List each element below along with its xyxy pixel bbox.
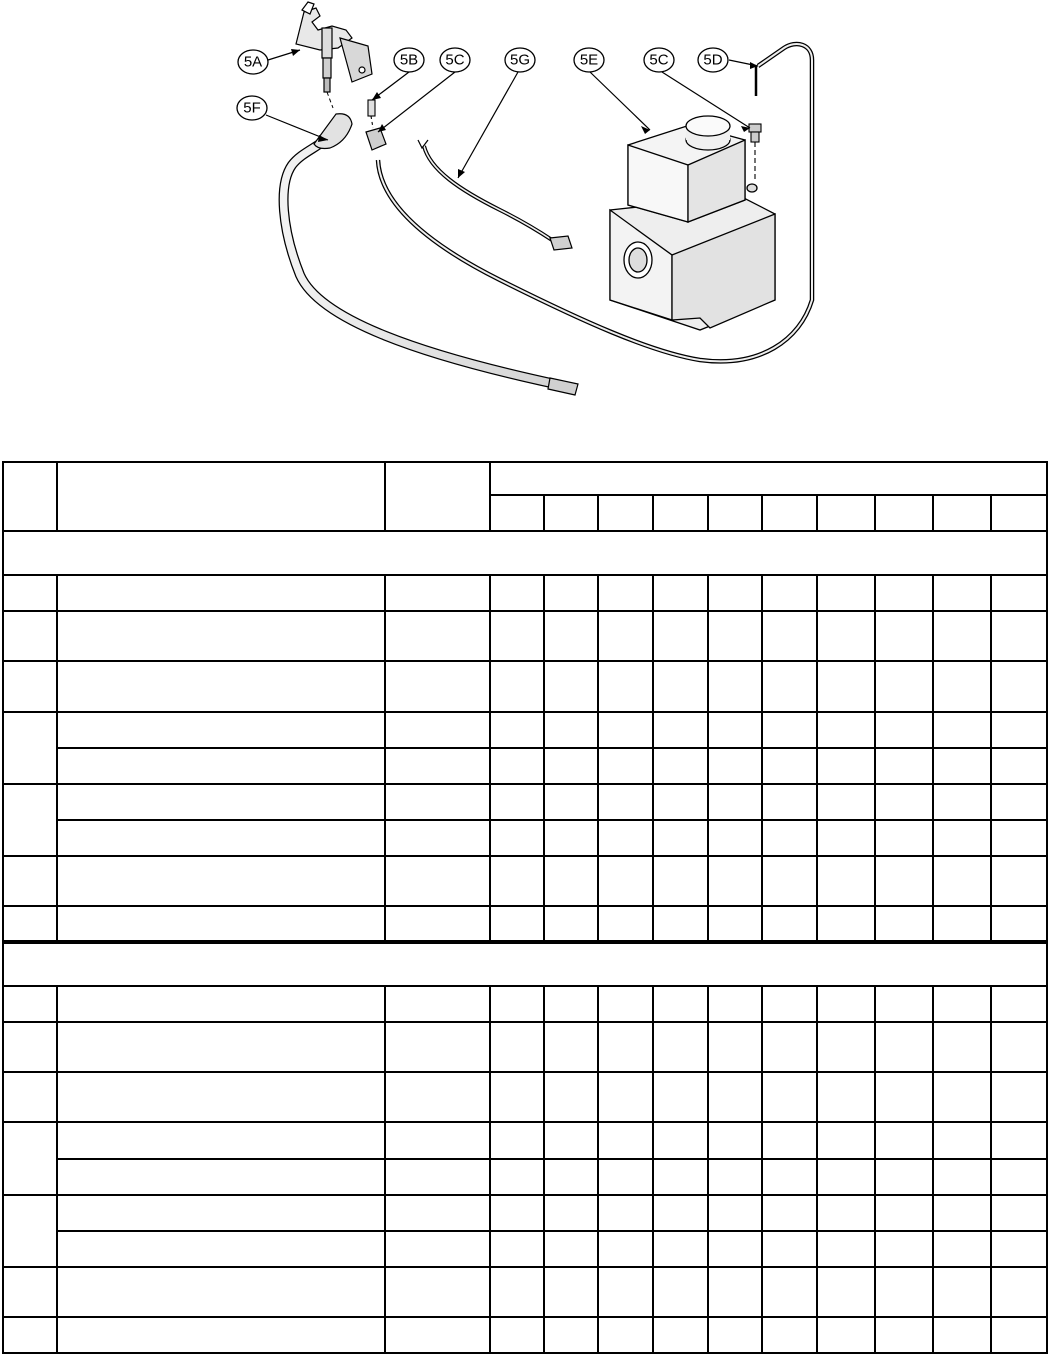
model-cell bbox=[762, 748, 817, 784]
model-cell bbox=[817, 1267, 875, 1317]
model-cell bbox=[933, 1267, 991, 1317]
description-cell bbox=[57, 784, 385, 820]
item-cell bbox=[3, 906, 57, 942]
model-cell bbox=[708, 986, 762, 1022]
pilot-tubing bbox=[284, 114, 578, 395]
part-number-cell bbox=[385, 1022, 490, 1072]
header-models-cell bbox=[490, 462, 1047, 495]
description-cell bbox=[57, 1122, 385, 1158]
header-model-col bbox=[490, 495, 544, 531]
item-cell bbox=[3, 784, 57, 856]
model-cell bbox=[653, 1072, 708, 1122]
svg-text:5D: 5D bbox=[703, 51, 723, 69]
model-cell bbox=[653, 1195, 708, 1231]
exploded-parts-diagram bbox=[0, 0, 1050, 420]
callout-5a bbox=[238, 50, 268, 74]
description-cell bbox=[57, 906, 385, 942]
description-cell bbox=[57, 1072, 385, 1122]
model-cell bbox=[875, 1267, 933, 1317]
item-cell bbox=[3, 1122, 57, 1194]
screw bbox=[368, 100, 375, 128]
model-cell bbox=[991, 1159, 1047, 1195]
svg-text:5C: 5C bbox=[649, 51, 669, 69]
svg-text:5F: 5F bbox=[243, 99, 261, 117]
parts-table bbox=[2, 461, 1048, 1354]
model-cell bbox=[991, 661, 1047, 711]
section-title bbox=[3, 942, 1047, 986]
model-cell bbox=[708, 820, 762, 856]
model-cell bbox=[544, 1159, 598, 1195]
model-cell bbox=[708, 1022, 762, 1072]
table-row bbox=[3, 820, 1047, 856]
table-row bbox=[3, 748, 1047, 784]
description-cell bbox=[57, 1022, 385, 1072]
header-model-col bbox=[762, 495, 817, 531]
section-header-row bbox=[3, 942, 1047, 986]
description-cell bbox=[57, 1159, 385, 1195]
model-cell bbox=[875, 986, 933, 1022]
model-cell bbox=[598, 661, 653, 711]
model-cell bbox=[653, 661, 708, 711]
model-cell bbox=[708, 1267, 762, 1317]
model-cell bbox=[708, 611, 762, 661]
model-cell bbox=[817, 820, 875, 856]
item-cell bbox=[3, 1022, 57, 1072]
header-model-col bbox=[653, 495, 708, 531]
model-cell bbox=[708, 784, 762, 820]
table-header-row-1 bbox=[3, 462, 1047, 495]
model-cell bbox=[490, 1159, 544, 1195]
model-cell bbox=[598, 1022, 653, 1072]
model-cell bbox=[933, 611, 991, 661]
model-cell bbox=[762, 1195, 817, 1231]
model-cell bbox=[875, 1022, 933, 1072]
description-cell bbox=[57, 611, 385, 661]
part-number-cell bbox=[385, 1195, 490, 1231]
model-cell bbox=[991, 784, 1047, 820]
table-row bbox=[3, 611, 1047, 661]
model-cell bbox=[762, 856, 817, 906]
model-cell bbox=[762, 661, 817, 711]
model-cell bbox=[708, 1072, 762, 1122]
model-cell bbox=[933, 1072, 991, 1122]
model-cell bbox=[762, 1122, 817, 1158]
model-cell bbox=[544, 611, 598, 661]
model-cell bbox=[544, 1231, 598, 1267]
model-cell bbox=[991, 1231, 1047, 1267]
model-cell bbox=[708, 748, 762, 784]
part-number-cell bbox=[385, 1267, 490, 1317]
model-cell bbox=[653, 986, 708, 1022]
header-model-col bbox=[933, 495, 991, 531]
model-cell bbox=[598, 575, 653, 611]
model-cell bbox=[490, 906, 544, 942]
model-cell bbox=[490, 784, 544, 820]
part-number-cell bbox=[385, 712, 490, 748]
model-cell bbox=[762, 611, 817, 661]
model-cell bbox=[875, 784, 933, 820]
description-cell bbox=[57, 748, 385, 784]
model-cell bbox=[991, 986, 1047, 1022]
model-cell bbox=[817, 1072, 875, 1122]
model-cell bbox=[875, 1317, 933, 1353]
model-cell bbox=[933, 784, 991, 820]
table-row bbox=[3, 986, 1047, 1022]
model-cell bbox=[875, 906, 933, 942]
header-model-col bbox=[817, 495, 875, 531]
model-cell bbox=[598, 784, 653, 820]
model-cell bbox=[875, 1159, 933, 1195]
model-cell bbox=[762, 1022, 817, 1072]
model-cell bbox=[933, 748, 991, 784]
model-cell bbox=[708, 575, 762, 611]
model-cell bbox=[762, 575, 817, 611]
model-cell bbox=[490, 856, 544, 906]
model-cell bbox=[653, 575, 708, 611]
model-cell bbox=[544, 820, 598, 856]
description-cell bbox=[57, 712, 385, 748]
model-cell bbox=[817, 661, 875, 711]
model-cell bbox=[762, 1231, 817, 1267]
model-cell bbox=[762, 986, 817, 1022]
item-cell bbox=[3, 1317, 57, 1353]
model-cell bbox=[598, 1317, 653, 1353]
part-number-cell bbox=[385, 575, 490, 611]
model-cell bbox=[490, 661, 544, 711]
description-cell bbox=[57, 575, 385, 611]
model-cell bbox=[598, 1195, 653, 1231]
section-title bbox=[3, 531, 1047, 575]
model-cell bbox=[817, 575, 875, 611]
callout-5d bbox=[698, 48, 728, 72]
model-cell bbox=[544, 986, 598, 1022]
callout-5g bbox=[505, 48, 535, 72]
model-cell bbox=[762, 1317, 817, 1353]
model-cell bbox=[653, 1122, 708, 1158]
part-number-cell bbox=[385, 661, 490, 711]
model-cell bbox=[817, 1159, 875, 1195]
model-cell bbox=[598, 748, 653, 784]
model-cell bbox=[544, 748, 598, 784]
model-cell bbox=[991, 748, 1047, 784]
part-number-cell bbox=[385, 1072, 490, 1122]
model-cell bbox=[817, 986, 875, 1022]
part-number-cell bbox=[385, 1231, 490, 1267]
model-cell bbox=[490, 748, 544, 784]
model-cell bbox=[490, 575, 544, 611]
model-cell bbox=[598, 1122, 653, 1158]
model-cell bbox=[991, 1072, 1047, 1122]
table-row bbox=[3, 1022, 1047, 1072]
header-model-col bbox=[991, 495, 1047, 531]
item-cell bbox=[3, 712, 57, 784]
model-cell bbox=[653, 1231, 708, 1267]
part-number-cell bbox=[385, 1317, 490, 1353]
model-cell bbox=[544, 1267, 598, 1317]
model-cell bbox=[933, 1231, 991, 1267]
table-row bbox=[3, 784, 1047, 820]
model-cell bbox=[875, 575, 933, 611]
valve-fitting bbox=[749, 124, 761, 180]
lead-wire bbox=[418, 140, 572, 250]
table-row bbox=[3, 906, 1047, 942]
model-cell bbox=[991, 1195, 1047, 1231]
item-cell bbox=[3, 986, 57, 1022]
model-cell bbox=[933, 1022, 991, 1072]
diagram-svg bbox=[0, 0, 1050, 420]
model-cell bbox=[991, 1267, 1047, 1317]
description-cell bbox=[57, 820, 385, 856]
model-cell bbox=[653, 611, 708, 661]
header-description-cell bbox=[57, 462, 385, 531]
model-cell bbox=[598, 1159, 653, 1195]
description-cell bbox=[57, 1317, 385, 1353]
description-cell bbox=[57, 1195, 385, 1231]
model-cell bbox=[875, 661, 933, 711]
svg-text:5A: 5A bbox=[243, 53, 263, 71]
model-cell bbox=[653, 820, 708, 856]
model-cell bbox=[490, 1022, 544, 1072]
model-cell bbox=[933, 661, 991, 711]
model-cell bbox=[544, 1195, 598, 1231]
model-cell bbox=[817, 1195, 875, 1231]
model-cell bbox=[708, 1317, 762, 1353]
description-cell bbox=[57, 856, 385, 906]
part-number-cell bbox=[385, 906, 490, 942]
model-cell bbox=[875, 1195, 933, 1231]
model-cell bbox=[817, 1022, 875, 1072]
model-cell bbox=[544, 712, 598, 748]
model-cell bbox=[991, 575, 1047, 611]
svg-text:5C: 5C bbox=[445, 51, 465, 69]
model-cell bbox=[875, 748, 933, 784]
model-cell bbox=[653, 748, 708, 784]
header-model-col bbox=[544, 495, 598, 531]
model-cell bbox=[875, 712, 933, 748]
part-number-cell bbox=[385, 748, 490, 784]
model-cell bbox=[875, 1231, 933, 1267]
pilot-burner-assembly bbox=[296, 2, 372, 92]
item-cell bbox=[3, 1195, 57, 1267]
model-cell bbox=[933, 986, 991, 1022]
model-cell bbox=[653, 1159, 708, 1195]
model-cell bbox=[991, 1317, 1047, 1353]
model-cell bbox=[762, 784, 817, 820]
table-row bbox=[3, 661, 1047, 711]
model-cell bbox=[544, 1122, 598, 1158]
model-cell bbox=[490, 986, 544, 1022]
model-cell bbox=[598, 856, 653, 906]
model-cell bbox=[933, 856, 991, 906]
model-cell bbox=[762, 1159, 817, 1195]
part-number-cell bbox=[385, 611, 490, 661]
model-cell bbox=[653, 1317, 708, 1353]
model-cell bbox=[991, 1122, 1047, 1158]
section-header-row bbox=[3, 531, 1047, 575]
callout-5c-left bbox=[440, 48, 470, 72]
model-cell bbox=[933, 1159, 991, 1195]
model-cell bbox=[817, 1122, 875, 1158]
svg-text:5E: 5E bbox=[579, 51, 599, 69]
model-cell bbox=[490, 712, 544, 748]
model-cell bbox=[817, 1317, 875, 1353]
description-cell bbox=[57, 1267, 385, 1317]
model-cell bbox=[933, 1122, 991, 1158]
header-model-col bbox=[708, 495, 762, 531]
svg-text:5B: 5B bbox=[399, 51, 419, 69]
model-cell bbox=[991, 1022, 1047, 1072]
model-cell bbox=[817, 712, 875, 748]
header-model-col bbox=[875, 495, 933, 531]
model-cell bbox=[933, 906, 991, 942]
model-cell bbox=[708, 1231, 762, 1267]
callout-5b bbox=[394, 48, 424, 72]
model-cell bbox=[598, 712, 653, 748]
part-number-cell bbox=[385, 1159, 490, 1195]
model-cell bbox=[762, 906, 817, 942]
item-cell bbox=[3, 661, 57, 711]
callout-5c-right bbox=[644, 48, 674, 72]
table-row bbox=[3, 1195, 1047, 1231]
table-row bbox=[3, 712, 1047, 748]
model-cell bbox=[708, 712, 762, 748]
table-row bbox=[3, 1072, 1047, 1122]
model-cell bbox=[817, 856, 875, 906]
description-cell bbox=[57, 1231, 385, 1267]
model-cell bbox=[490, 1195, 544, 1231]
model-cell bbox=[544, 906, 598, 942]
description-cell bbox=[57, 661, 385, 711]
model-cell bbox=[817, 611, 875, 661]
header-item-cell bbox=[3, 462, 57, 531]
description-cell bbox=[57, 986, 385, 1022]
table-row bbox=[3, 1317, 1047, 1353]
model-cell bbox=[875, 1072, 933, 1122]
model-cell bbox=[490, 1072, 544, 1122]
model-cell bbox=[933, 575, 991, 611]
model-cell bbox=[875, 820, 933, 856]
model-cell bbox=[653, 784, 708, 820]
model-cell bbox=[598, 986, 653, 1022]
callout-5f bbox=[237, 96, 267, 120]
model-cell bbox=[875, 611, 933, 661]
part-number-cell bbox=[385, 986, 490, 1022]
table-row bbox=[3, 575, 1047, 611]
model-cell bbox=[544, 784, 598, 820]
model-cell bbox=[875, 1122, 933, 1158]
model-cell bbox=[598, 1267, 653, 1317]
header-model-col bbox=[598, 495, 653, 531]
table-row bbox=[3, 1122, 1047, 1158]
model-cell bbox=[708, 906, 762, 942]
item-cell bbox=[3, 575, 57, 611]
model-cell bbox=[544, 1022, 598, 1072]
model-cell bbox=[817, 906, 875, 942]
model-cell bbox=[762, 1072, 817, 1122]
model-cell bbox=[708, 1122, 762, 1158]
model-cell bbox=[653, 1022, 708, 1072]
model-cell bbox=[708, 856, 762, 906]
model-cell bbox=[598, 611, 653, 661]
gas-valve bbox=[610, 116, 775, 330]
svg-text:5G: 5G bbox=[509, 51, 531, 69]
model-cell bbox=[991, 820, 1047, 856]
model-cell bbox=[544, 856, 598, 906]
item-cell bbox=[3, 1072, 57, 1122]
part-number-cell bbox=[385, 784, 490, 820]
model-cell bbox=[490, 611, 544, 661]
model-cell bbox=[708, 661, 762, 711]
model-cell bbox=[653, 712, 708, 748]
model-cell bbox=[817, 748, 875, 784]
model-cell bbox=[762, 712, 817, 748]
model-cell bbox=[598, 820, 653, 856]
model-cell bbox=[933, 1195, 991, 1231]
part-number-cell bbox=[385, 1122, 490, 1158]
model-cell bbox=[544, 661, 598, 711]
model-cell bbox=[708, 1159, 762, 1195]
model-cell bbox=[490, 1122, 544, 1158]
header-part-number-cell bbox=[385, 462, 490, 531]
model-cell bbox=[544, 575, 598, 611]
table-row bbox=[3, 1267, 1047, 1317]
model-cell bbox=[933, 1317, 991, 1353]
model-cell bbox=[544, 1072, 598, 1122]
model-cell bbox=[653, 906, 708, 942]
model-cell bbox=[875, 856, 933, 906]
part-number-cell bbox=[385, 856, 490, 906]
model-cell bbox=[490, 820, 544, 856]
callout-5e bbox=[574, 48, 604, 72]
model-cell bbox=[653, 1267, 708, 1317]
model-cell bbox=[933, 820, 991, 856]
model-cell bbox=[991, 906, 1047, 942]
model-cell bbox=[653, 856, 708, 906]
model-cell bbox=[490, 1317, 544, 1353]
model-cell bbox=[762, 820, 817, 856]
item-cell bbox=[3, 611, 57, 661]
model-cell bbox=[490, 1231, 544, 1267]
item-cell bbox=[3, 1267, 57, 1317]
table-row bbox=[3, 1159, 1047, 1195]
model-cell bbox=[598, 1231, 653, 1267]
model-cell bbox=[544, 1317, 598, 1353]
table-row bbox=[3, 1231, 1047, 1267]
item-cell bbox=[3, 856, 57, 906]
model-cell bbox=[598, 906, 653, 942]
model-cell bbox=[991, 712, 1047, 748]
model-cell bbox=[991, 611, 1047, 661]
model-cell bbox=[490, 1267, 544, 1317]
model-cell bbox=[762, 1267, 817, 1317]
model-cell bbox=[598, 1072, 653, 1122]
table-row bbox=[3, 856, 1047, 906]
model-cell bbox=[991, 856, 1047, 906]
part-number-cell bbox=[385, 820, 490, 856]
model-cell bbox=[817, 784, 875, 820]
model-cell bbox=[708, 1195, 762, 1231]
model-cell bbox=[817, 1231, 875, 1267]
model-cell bbox=[933, 712, 991, 748]
